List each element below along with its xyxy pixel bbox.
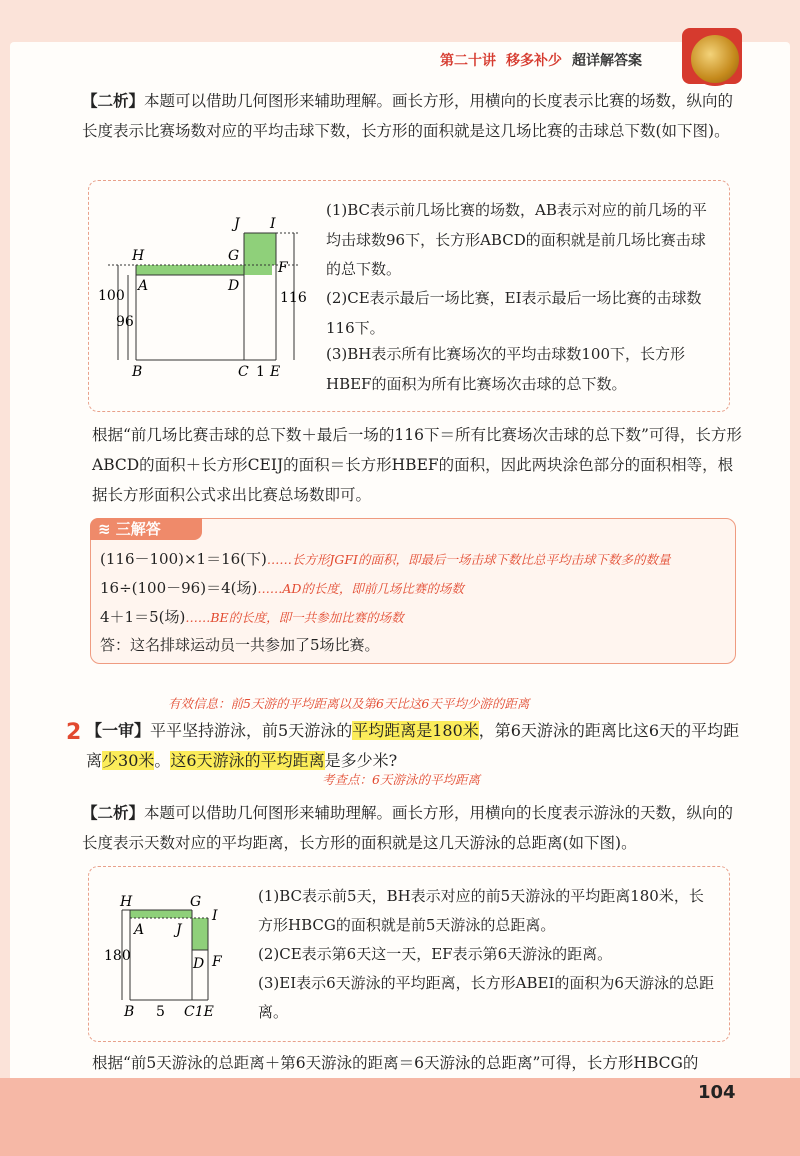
value-96: 96 bbox=[116, 314, 134, 330]
running-header bbox=[440, 48, 642, 72]
solution-step-2 bbox=[100, 577, 464, 598]
figure-2-note-1: (1)BC表示前5天，BH表示对应的前5天游泳的平均距离180米，长方形HBCG的面积就是前5天游泳的总距离。 bbox=[258, 887, 704, 934]
shade-jdfi bbox=[192, 918, 208, 950]
f2-label-j: J bbox=[176, 922, 182, 938]
lecture-title: 第二十讲 bbox=[440, 53, 496, 69]
logo-icon bbox=[688, 32, 742, 86]
label-a: A bbox=[138, 278, 149, 294]
reason-1: 根据“前几场比赛击球的总下数＋最后一场的116下＝所有比赛场次击球的总下数”可得，长方形ABCD的面积＋长方形CEIJ的面积＝长方形HBEF的面积，因此两块涂色部分的面积相等，根据长方形面积公式求出比赛总场数即可。 bbox=[92, 426, 742, 504]
q2-text-3: 离 bbox=[86, 751, 103, 770]
solution-tab bbox=[90, 518, 202, 540]
q2-text-1: 平平坚持游泳，前5天游泳的 bbox=[150, 721, 353, 740]
analysis-1 bbox=[82, 86, 742, 146]
q2-highlight-2: 少30米 bbox=[102, 751, 155, 770]
f2-value-5: 5 bbox=[156, 1004, 165, 1020]
figure-2-diagram bbox=[104, 888, 244, 1020]
figure-1-diagram bbox=[98, 208, 318, 380]
q2-text-2: ，第6天游泳的距离比这6天的平均距 bbox=[478, 721, 740, 740]
step-3-note: ……BE的长度，即一共参加比赛的场数 bbox=[185, 610, 404, 625]
f2-label-c1e: C1E bbox=[184, 1004, 214, 1020]
shade-ahgd bbox=[136, 265, 272, 275]
figure-1-note-3: (3)BH表示所有比赛场次的平均击球数100下，长方形HBEF的面积为所有比赛场次击球的总下数。 bbox=[326, 345, 685, 393]
wave-icon: ≋ bbox=[98, 520, 116, 538]
label-g: G bbox=[228, 248, 240, 264]
label-i: I bbox=[270, 216, 276, 232]
question-number: 2 bbox=[66, 720, 82, 745]
section-title: 超详解答案 bbox=[572, 53, 642, 69]
label-h: H bbox=[132, 248, 145, 264]
label-f: F bbox=[278, 260, 288, 276]
figure-2-note-3: (3)EI表示6天游泳的平均距离，长方形ABEI的面积为6天游泳的总距离。 bbox=[258, 974, 714, 1021]
step-1-eq: (116－100)×1＝16(下) bbox=[100, 550, 267, 568]
step-1-note: ……长方形JGFI的面积，即最后一场击球下数比总平均击球下数多的数量 bbox=[266, 552, 671, 567]
f2-value-180: 180 bbox=[104, 948, 131, 964]
f2-label-i: I bbox=[212, 908, 218, 924]
step-2-note: ……AD的长度，即前几场比赛的场数 bbox=[257, 581, 464, 596]
f2-label-a: A bbox=[134, 922, 145, 938]
value-1: 1 bbox=[256, 364, 265, 380]
label-d: D bbox=[228, 278, 240, 294]
f2-label-h: H bbox=[120, 894, 133, 910]
f2-label-d: D bbox=[193, 956, 205, 972]
solution-answer: 答：这名排球运动员一共参加了5场比赛。 bbox=[100, 636, 380, 654]
figure-1-note-2: (2)CE表示最后一场比赛，EI表示最后一场比赛的击球数116下。 bbox=[326, 289, 702, 337]
annotation-effective-info: 有效信息：前5天游的平均距离以及第6天比这6天平均少游的距离 bbox=[168, 696, 530, 711]
shade-jgfi bbox=[244, 233, 276, 265]
q2-highlight-3: 这6天游泳的平均距离 bbox=[170, 751, 325, 770]
f2-label-f: F bbox=[212, 954, 222, 970]
question-tag: 【一审】 bbox=[86, 721, 151, 740]
solution-tag: 三解答 bbox=[115, 520, 161, 538]
f2-label-g: G bbox=[190, 894, 202, 910]
annotation-focus: 考查点：6天游泳的平均距离 bbox=[322, 772, 480, 787]
analysis-2 bbox=[82, 798, 742, 858]
value-100: 100 bbox=[98, 288, 125, 304]
analysis-text: 本题可以借助几何图形来辅助理解。画长方形，用横向的长度表示比赛的场数，纵向的长度表示比赛场数对应的平均击球下数，长方形的面积就是这几场比赛的击球总下数(如下图)。 bbox=[82, 92, 734, 140]
figure-2-note-2: (2)CE表示第6天这一天，EF表示第6天游泳的距离。 bbox=[258, 945, 613, 963]
value-116: 116 bbox=[280, 290, 307, 306]
bottom-band bbox=[0, 1078, 800, 1156]
q2-text-5: 是多少米? bbox=[324, 751, 398, 770]
label-b: B bbox=[132, 364, 143, 380]
question-2 bbox=[86, 716, 746, 776]
solution-step-3 bbox=[100, 606, 404, 627]
reason-2: 根据“前5天游泳的总距离＋第6天游泳的距离＝6天游泳的总距离”可得，长方形HBCG的 bbox=[92, 1054, 699, 1072]
q2-highlight-1: 平均距离是180米 bbox=[352, 721, 479, 740]
topic-title: 移多补少 bbox=[506, 53, 562, 69]
analysis-2-text: 本题可以借助几何图形来辅助理解。画长方形，用横向的长度表示游泳的天数，纵向的长度表示天数对应的平均距离，长方形的面积就是这几天游泳的总距离(如下图)。 bbox=[82, 804, 734, 852]
analysis-tag: 【二析】 bbox=[82, 92, 145, 110]
step-2-eq: 16÷(100－96)＝4(场) bbox=[100, 579, 258, 597]
f2-label-b: B bbox=[124, 1004, 135, 1020]
figure-1-note-1: (1)BC表示前几场比赛的场数，AB表示对应的前几场的平均击球数96下，长方形ABCD的面积就是前几场比赛击球的总下数。 bbox=[326, 201, 707, 278]
label-c: C bbox=[238, 364, 249, 380]
analysis-2-tag: 【二析】 bbox=[82, 804, 145, 822]
shade-hgaj bbox=[130, 910, 192, 918]
solution-step-1 bbox=[100, 548, 670, 569]
label-e: E bbox=[270, 364, 281, 380]
page-number: 104 bbox=[698, 1082, 736, 1103]
step-3-eq: 4＋1＝5(场) bbox=[100, 608, 186, 626]
q2-text-4: 。 bbox=[154, 751, 171, 770]
label-j: J bbox=[234, 216, 240, 232]
